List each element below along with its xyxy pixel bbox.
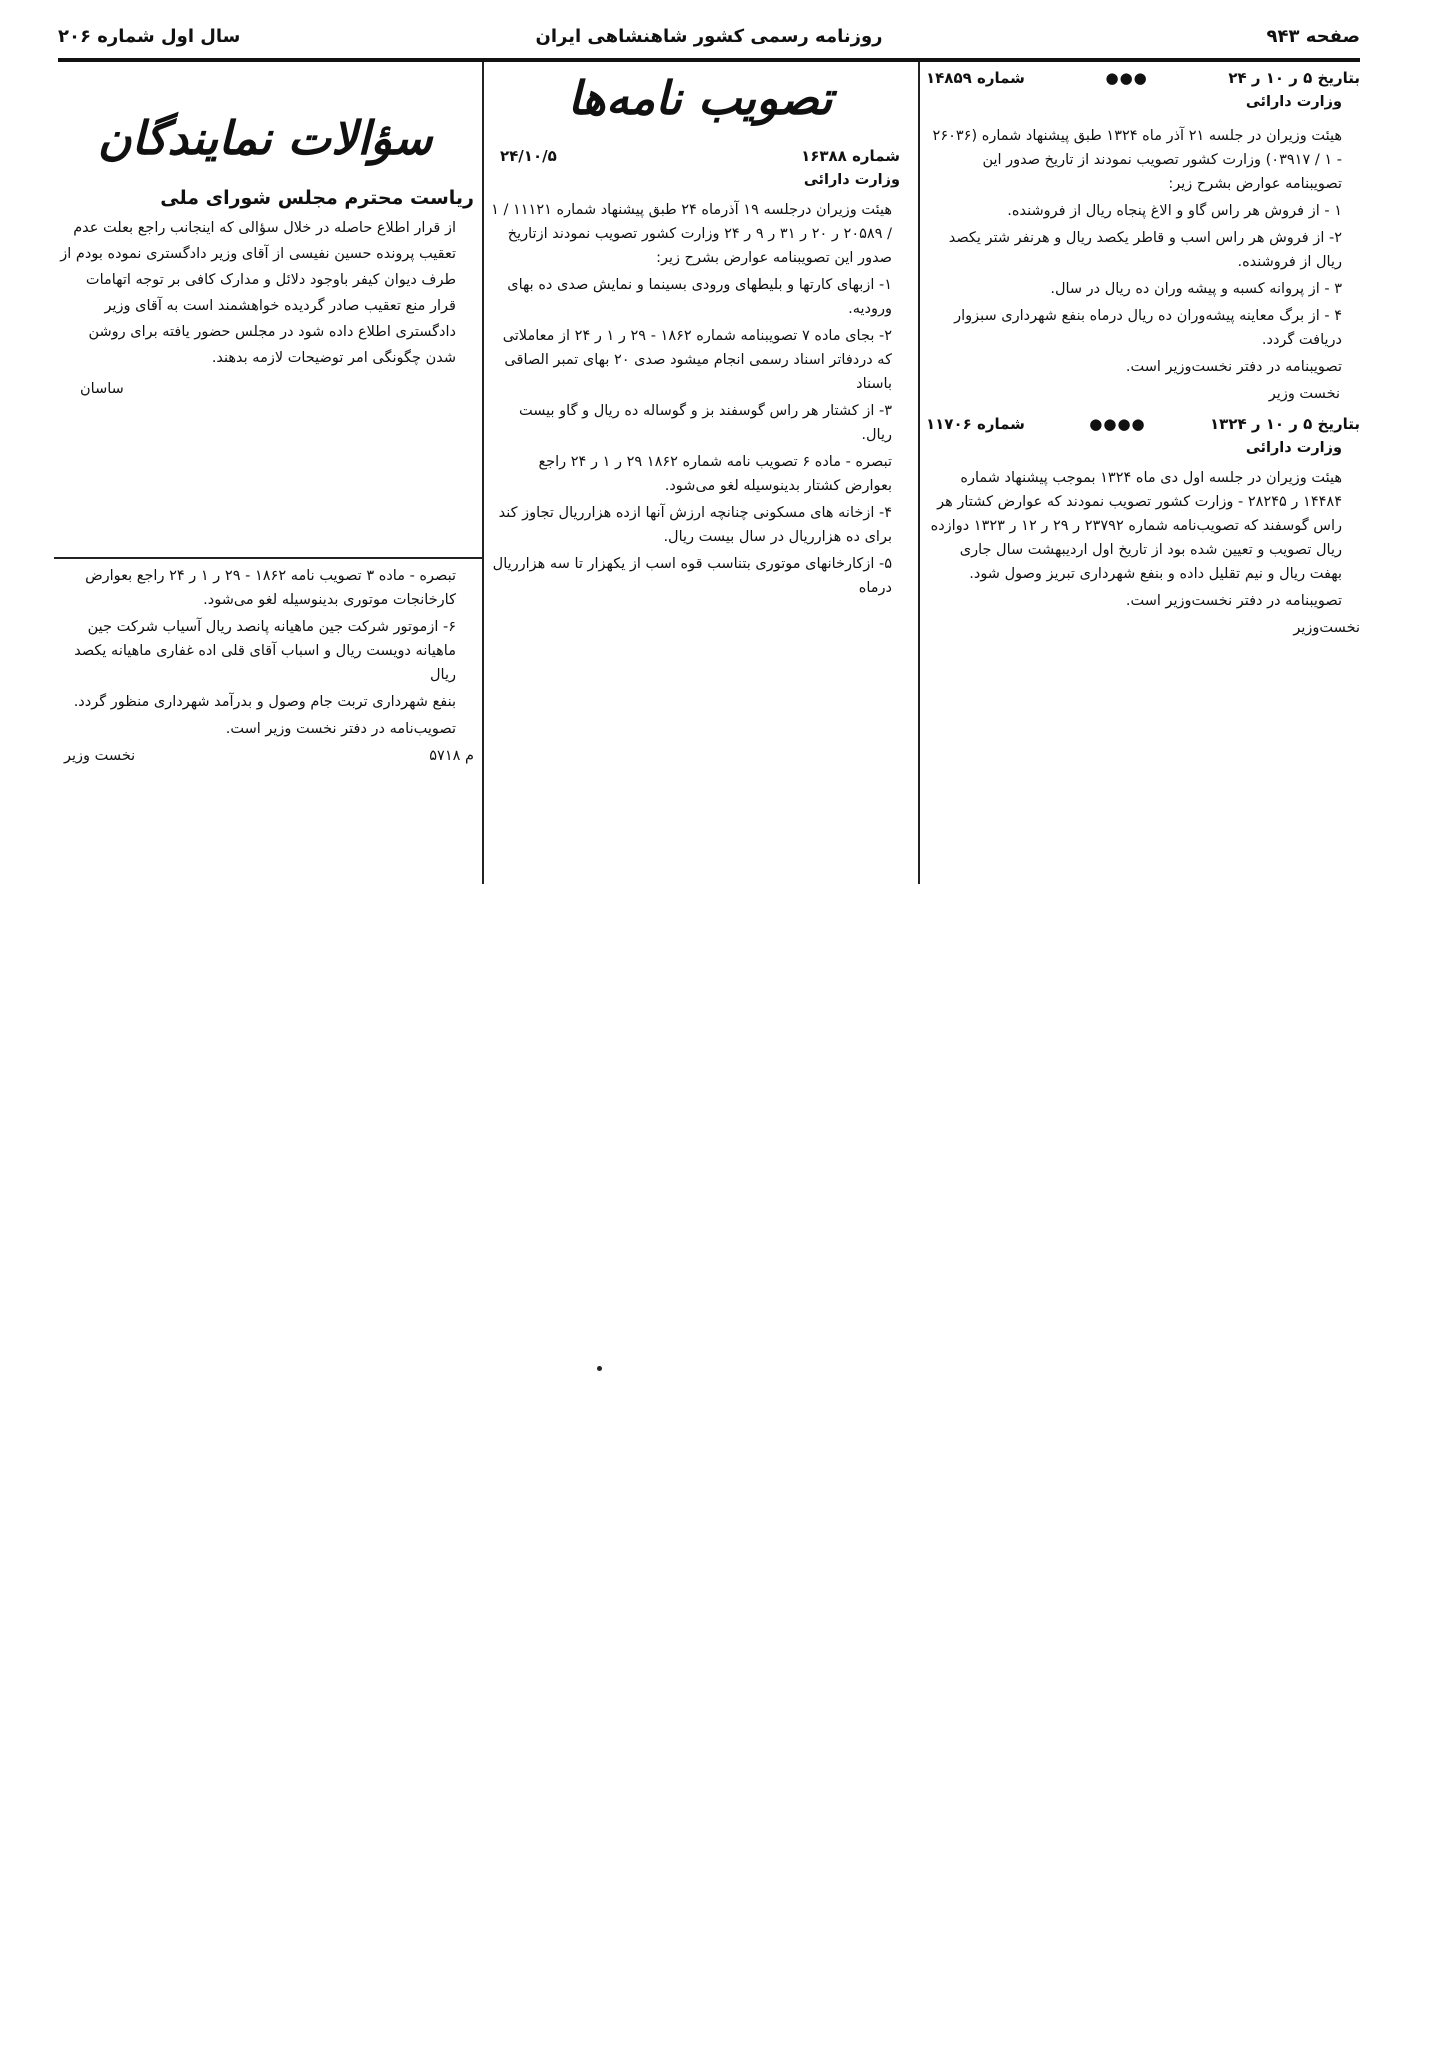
page-header: [58, 22, 1360, 56]
decree-3-item: ۲- بجای ماده ۷ تصویبنامه شماره ۱۸۶۲ - ۲۹ ر ۱ ر ۲۴ از معاملاتی که دردفاتر اسناد رسمی انجام میشود صدی ۲۰ بهای تمبر الصاقی باسناد: [502, 328, 892, 392]
page-number: صفحه ۹۴۳: [1266, 26, 1360, 47]
decree-1-meta: [926, 66, 1360, 90]
decree-3-intro: هیئت وزیران درجلسه ۱۹ آذرماه ۲۴ طبق پیشنهاد شماره ۱۱۱۲۱ / ۱ / ۲۰۵۸۹ ر ۲۰ ر ۳۱ ر ۹ ر ۲۴ وزارت کشور تصویب نمودند ازتاریخ صدور این تصویبنامه عوارض بشرح زیر:: [491, 202, 892, 266]
decree-1-item: ۲- از فروش هر راس اسب و قاطر یکصد ریال و هرنفر شتر یکصد ریال از فروشنده.: [948, 230, 1342, 270]
newspaper-title: روزنامه رسمی کشور شاهنشاهی ایران: [535, 26, 883, 47]
decree-1-marks: ●●●: [1105, 69, 1148, 87]
decree-1-signer: نخست وزیر: [1268, 386, 1340, 402]
decree-2-body: هیئت وزیران در جلسه اول دی ماه ۱۳۲۴ بموجب پیشنهاد شماره ۱۴۴۸۴ ر ۲۸۲۴۵ - وزارت کشور تصویب نمودند که عوارض کشتار هر راس گوسفند که تصویب‌نامه شماره ۲۳۷۹۲ ر ۲۹ ر ۱۲ ر ۱۳۲۳ دوازده ریال تصویب و تعیین شده بود از تاریخ اول اردیبهشت سال جاری بهفت ریال و نیم تقلیل داده و بنفع شهرداری تبریز وصول شود.: [930, 470, 1342, 582]
decree-3-item: ۳- از کشتار هر راس گوسفند بز و گوساله ده ریال و گاو بیست ریال.: [518, 403, 892, 443]
decrees-heading: تصویب نامه‌ها: [567, 71, 833, 125]
left-column: [56, 66, 474, 404]
decree-1-closing: تصویبنامه در دفتر نخست‌وزیر است.: [1125, 359, 1342, 375]
decree-2-meta: [926, 412, 1360, 436]
column-divider-left: [482, 62, 484, 884]
decree-3-ministry: وزارت دارائی: [803, 172, 900, 188]
decree-2-date: بتاریخ ۵ ر ۱۰ ر ۱۳۲۴: [1210, 415, 1360, 433]
decree-2-closing: تصویبنامه در دفتر نخست‌وزیر است.: [1125, 593, 1342, 609]
decree-2-number: شماره ۱۱۷۰۶: [926, 415, 1025, 433]
continuation-number: م ۵۷۱۸: [429, 748, 474, 764]
question-signature: ساسان: [80, 381, 124, 397]
ink-speck: [597, 1366, 602, 1371]
decree-1-intro: هیئت وزیران در جلسه ۲۱ آذر ماه ۱۳۲۴ طبق پیشنهاد شماره (۲۶۰۳۶ - ۱ / ۰۳۹۱۷) وزارت کشور تصویب نمودند از تاریخ صدور این تصویبنامه عوارض بشرح زیر:: [932, 128, 1342, 192]
decree-3-item: ۴- ازخانه های مسکونی چنانچه ارزش آنها ازده هزارریال تجاوز کند برای ده هزارریال در سال بیست ریال.: [498, 505, 892, 545]
decree-3-number: شماره ۱۶۳۸۸: [801, 147, 900, 165]
continuation-footer: [56, 744, 474, 768]
continuation-signer: نخست وزیر: [64, 748, 136, 764]
decree-1-item: ۴ - از برگ معاینه پیشه‌وران ده ریال درماه بنفع شهرداری سبزوار دریافت گردد.: [954, 308, 1342, 348]
left-lower-column: [56, 564, 474, 768]
continuation-paragraph: ۶- ازموتور شرکت جین ماهیانه پانصد ریال آسیاب شرکت جین ماهیانه دویست ریال و اسباب آقای قلی اده غفاری ماهیانه یکصد ریال: [74, 619, 456, 683]
header-rule: [58, 58, 1360, 62]
year-issue: سال اول شماره ۲۰۶: [58, 26, 241, 47]
decree-2-marks: ●●●●: [1089, 415, 1146, 433]
questions-heading: سؤالات نمایندگان: [97, 111, 433, 165]
decree-1-number: شماره ۱۴۸۵۹: [926, 69, 1025, 87]
question-text: از قرار اطلاع حاصله در خلال سؤالی که اینجانب راجع بعلت عدم تعقیب پرونده حسین نفیسی از آقای وزیر دادگستری نموده بودم از طرف دیوان کیفر باوجود دلائل و مدارک کافی بر توجه اتهامات قرار منع تعقیب صادر گردیده خواهشمند است به آقای وزیر دادگستری اطلاع داده شود در مجلس حضور یافته برای روشن شدن چگونگی امر توضیحات لازمه بدهند.: [60, 220, 456, 366]
decree-1-date: بتاریخ ۵ ر ۱۰ ر ۲۴: [1228, 69, 1360, 87]
decree-2-signer: نخست‌وزیر: [1293, 620, 1360, 636]
continuation-paragraph: بنفع شهرداری تربت جام وصول و بدرآمد شهرداری منظور گردد.: [73, 694, 456, 710]
decree-2-ministry: وزارت دارائی: [1245, 440, 1342, 456]
decree-3-note: تبصره - ماده ۶ تصویب نامه شماره ۱۸۶۲ ۲۹ ر ۱ ر ۲۴ راجع بعوارض کشتار بدینوسیله لغو می‌شود.: [538, 454, 892, 494]
decree-1-item: ۳ - از پروانه کسبه و پیشه وران ده ریال در سال.: [1050, 281, 1342, 297]
column-divider-right: [918, 62, 920, 884]
right-column: [926, 66, 1360, 643]
middle-column: [490, 66, 910, 603]
decree-1-ministry: وزارت دارائی: [1245, 94, 1342, 110]
continuation-closing: تصویب‌نامه در دفتر نخست وزیر است.: [225, 721, 456, 737]
decree-3-meta: [490, 144, 910, 168]
left-section-rule: [54, 557, 482, 559]
addressee: ریاست محترم مجلس شورای ملی: [160, 187, 474, 209]
continuation-paragraph: تبصره - ماده ۳ تصویب نامه ۱۸۶۲ - ۲۹ ر ۱ ر ۲۴ راجع بعوارض کارخانجات موتوری بدینوسیله لغو می‌شود.: [85, 568, 456, 608]
decree-3-item: ۵- ازکارخانهای موتوری بتناسب قوه اسب از یکهزار تا سه هزارریال درماه: [492, 556, 892, 596]
decree-3-item: ۱- ازبهای کارتها و بلیطهای ورودی بسینما و نمایش صدی ده بهای ورودیه.: [507, 277, 892, 317]
decree-1-item: ۱ - از فروش هر راس گاو و الاغ پنجاه ریال از فروشنده.: [1007, 203, 1342, 219]
decree-3-date: ۲۴/۱۰/۵: [500, 147, 557, 165]
